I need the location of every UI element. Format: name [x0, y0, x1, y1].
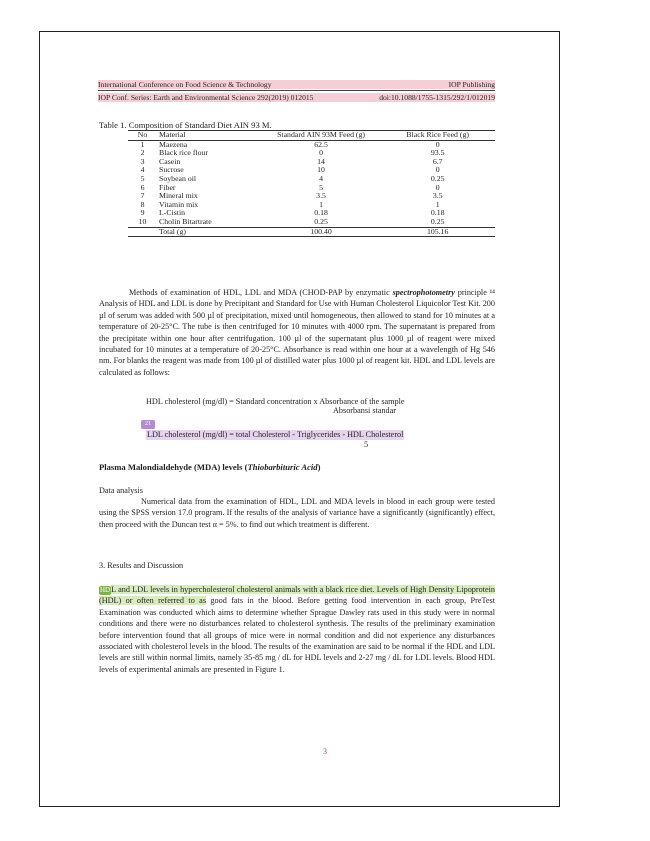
results-highlight: Levels of High Density Lipoprotein (HDL) or often referred to as [99, 585, 495, 606]
conference-name: International Conference on Food Science & Technology [98, 80, 272, 89]
cell-no: 4 [140, 165, 145, 175]
annotation-badge-green[interactable]: HD [100, 586, 111, 594]
table-row [128, 218, 495, 227]
cell-standard: 14 [317, 156, 325, 166]
cell-no: 2 [140, 148, 145, 158]
cell-material: Black rice flour [159, 148, 208, 158]
cell-standard: 0.25 [314, 216, 328, 226]
methods-term: spectrophotometry [392, 288, 455, 297]
cell-black-rice: 0.18 [430, 208, 445, 218]
cell-black-rice: 0 [435, 165, 440, 175]
series-header [98, 93, 495, 102]
cell-no: 3 [140, 156, 145, 166]
hdl-equation-denominator: Absorbansi standar [333, 406, 396, 415]
ldl-equation-denominator: 5 [364, 440, 369, 449]
mda-heading-italic: Thiobarbituric Acid [247, 462, 318, 472]
cell-black-rice: 105.16 [380, 227, 495, 237]
annotation-badge[interactable]: 21 [141, 420, 155, 429]
methods-paragraph [99, 287, 495, 378]
table-body [128, 140, 495, 237]
mda-heading-end: ) [317, 462, 321, 472]
cell-material: Cholin Bitartrate [159, 216, 212, 226]
publisher-name: IOP Publishing [448, 80, 495, 89]
header-rule [98, 90, 495, 91]
cell-no: 10 [138, 216, 147, 226]
composition-table [128, 130, 495, 237]
cell-standard: 10 [317, 165, 325, 175]
mda-heading-text: Plasma Malondialdehyde (MDA) levels ( [99, 462, 248, 472]
cell-black-rice: 0 [435, 182, 440, 192]
cell-standard: 4 [319, 173, 323, 183]
cell-no [128, 227, 157, 237]
cell-standard: 62.5 [314, 139, 328, 149]
cell-material: Fiber [159, 182, 176, 192]
table-header-row [128, 131, 495, 141]
col-header-standard: Standard AIN 93M Feed (g) [262, 131, 381, 141]
cell-standard: 5 [319, 182, 323, 192]
table-total-row [128, 227, 495, 237]
results-first: L and LDL levels in hypercholesterol cholesterol animals with a black rice diet. [111, 585, 377, 594]
cell-black-rice: 0.25 [430, 173, 445, 183]
table-caption: Table 1. Composition of Standard Diet AIN 93 M. [99, 120, 272, 130]
running-header [98, 80, 495, 89]
page-number: 3 [323, 747, 327, 756]
methods-lead: Methods of examination of HDL, LDL and MDA (CHOD-PAP by enzymatic [129, 288, 390, 297]
cell-standard: 3.5 [316, 191, 326, 201]
cell-black-rice: 3.5 [432, 191, 443, 201]
results-paragraph [99, 584, 495, 675]
cell-standard: 100.40 [262, 227, 381, 237]
results-rest: good fats in the blood. Before getting food intervention in each group, PreTest Examination was conducted which aims to determine whether Sprague Dawley rats used in this study were in normal conditions and there were no disturbances related to cholesterol synthesis. The results of the preliminary examination before intervention found that all groups of mice were in normal condition and did not experience any disturbances associated with cholesterol levels in the blood. The results of the examination are said to be normal if the HDL and LDL levels are still within normal limits, namely 35-85 mg / dL for HDL levels and 2-27 mg / dL for LDL levels. Blood HDL levels of experimental animals are presented in Figure 1. [99, 596, 495, 674]
cell-material: Casein [159, 156, 181, 166]
cell-material: Maezena [159, 139, 188, 149]
cell-black-rice: 6.7 [432, 156, 443, 166]
cell-no: 6 [140, 182, 145, 192]
cell-black-rice: 93.5 [430, 148, 445, 158]
table-row [128, 175, 495, 184]
doi-link[interactable]: doi:10.1088/1755-1315/292/1/012019 [379, 93, 495, 102]
cell-no: 1 [140, 139, 145, 149]
cell-material: Mineral mix [159, 191, 198, 201]
cell-material: Soybean oil [159, 173, 197, 183]
cell-material: Vitamin mix [159, 199, 199, 209]
results-heading: 3. Results and Discussion [99, 561, 184, 570]
ldl-equation: LDL cholesterol (mg/dl) = total Cholesterol - Triglycerides - HDL Cholesterol [147, 430, 404, 439]
cell-no: 7 [140, 191, 145, 201]
cell-black-rice: 0.25 [430, 216, 445, 226]
series-info: IOP Conf. Series: Earth and Environmental Science 292(2019) 012015 [98, 93, 314, 102]
cell-material: L-Cistin [159, 208, 186, 218]
cell-no: 8 [140, 199, 145, 209]
cell-no: 5 [140, 173, 145, 183]
cell-standard: 0 [319, 148, 323, 158]
cell-no: 9 [140, 208, 145, 218]
cell-material: Sucrose [159, 165, 184, 175]
methods-text: principle ¹⁴ Analysis of HDL and LDL is done by Precipitant and Standard for Use with Human Cholesterol Liquicolor Test Kit. 200 µl of serum was added with 500 µl of precipitation, mixed until homogeneous, then allowed to stand for 10 minutes at a temperature of 20-25°C. The tube is then centrifuged for 10 minutes with 4000 rpm. The supernatant is prepared from the precipitate within one hour after centrifugation. 100 µl of the supernatant plus 1000 µl of reagent were mixed incubated for 10 minutes at a temperature of 20-25°C. Absorbance is read within one hour at a wavelength of Hg 546 nm. For blanks the reagent was made from 100 µl of distilled water plus 1000 µl of reagent kit. HDL and LDL levels are calculated as follows: [99, 288, 496, 377]
cell-black-rice: 1 [435, 199, 440, 209]
cell-material: Total (g) [157, 227, 262, 237]
col-header-no: No [128, 131, 157, 141]
data-analysis-heading: Data analysis [99, 486, 143, 495]
hdl-equation: HDL cholesterol (mg/dl) = Standard concentration x Absorbance of the sample [146, 397, 405, 406]
col-header-material: Material [157, 131, 262, 141]
data-analysis-paragraph: Numerical data from the examination of HDL, LDL and MDA levels in blood in each group were tested using the SPSS version 17.0 program. If the results of the analysis of variance have a significantly (significantly) effect, then proceed with the Duncan test α = 5%. to find out which treatment is different. [99, 497, 495, 529]
cell-standard: 1 [319, 199, 323, 209]
col-header-black-rice: Black Rice Feed (g) [380, 131, 495, 141]
cell-black-rice: 0 [435, 139, 440, 149]
mda-heading [99, 462, 320, 472]
cell-standard: 0.18 [314, 208, 328, 218]
